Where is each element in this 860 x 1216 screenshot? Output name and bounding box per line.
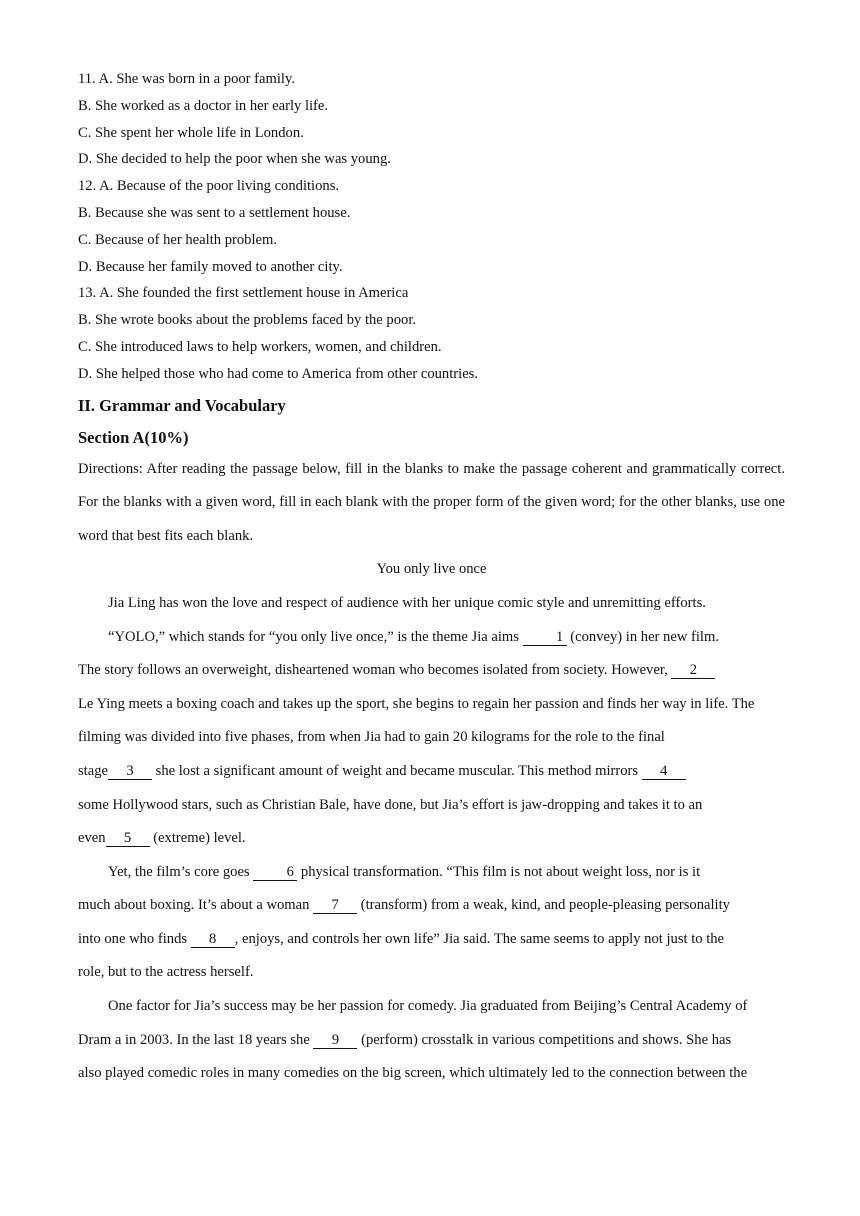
- option-13c: C. She introduced laws to help workers, women, and children.: [78, 338, 442, 355]
- option-12d: D. Because her family moved to another city.: [78, 258, 343, 275]
- option-13d: D. She helped those who had come to America from other countries.: [78, 365, 479, 382]
- section-heading: II. Grammar and Vocabulary: [78, 395, 286, 415]
- passage-paragraph-4: [78, 990, 785, 1091]
- passage-paragraph-1: Jia Ling has won the love and respect of audience with her unique comic style and unremitting efforts.: [108, 594, 706, 611]
- blank-1: 1: [523, 630, 567, 646]
- passage-line: [78, 1024, 785, 1058]
- document-page: [78, 66, 785, 1091]
- passage-text: Yet, the film’s core goes: [108, 863, 254, 880]
- passage-text: , enjoys, and controls her own life” Jia said. The same seems to apply not just to the: [234, 930, 725, 947]
- answer-options: [78, 66, 785, 388]
- option-11b: B. She worked as a doctor in her early life.: [78, 97, 329, 114]
- blank-7: 7: [313, 898, 357, 914]
- blank-2: 2: [671, 663, 715, 679]
- passage-text: (transform) from a weak, kind, and people-pleasing personality: [357, 897, 730, 914]
- passage-line: [78, 822, 785, 856]
- blank-3: 3: [108, 764, 152, 780]
- passage-line: also played comedic roles in many comedies on the big screen, which ultimately led to the connection between the: [78, 1065, 748, 1082]
- passage-paragraph-2: [78, 621, 785, 856]
- option-13a: 13. A. She founded the first settlement house in America: [78, 285, 409, 302]
- option-11c: C. She spent her whole life in London.: [78, 124, 304, 141]
- passage-line: [78, 856, 785, 890]
- option-12b: B. Because she was sent to a settlement house.: [78, 204, 351, 221]
- passage-line: [78, 621, 785, 655]
- passage-text: physical transformation. “This film is not about weight loss, nor is it: [297, 863, 701, 880]
- passage-text: Dram a in 2003. In the last 18 years she: [78, 1031, 314, 1048]
- passage-text: The story follows an overweight, disheartened woman who becomes isolated from society. However,: [78, 662, 672, 679]
- passage-text: (convey) in her new film.: [566, 628, 719, 645]
- passage-text: even: [78, 830, 106, 847]
- passage-line: role, but to the actress herself.: [78, 964, 254, 981]
- passage-line: One factor for Jia’s success may be her passion for comedy. Jia graduated from Beijing’s Central Academy of: [108, 998, 748, 1015]
- blank-5: 5: [106, 831, 150, 847]
- passage-line: [78, 889, 785, 923]
- passage-line: some Hollywood stars, such as Christian Bale, have done, but Jia’s effort is jaw-dropping and takes it to an: [78, 796, 703, 813]
- passage-text: (perform) crosstalk in various competitions and shows. She has: [357, 1031, 732, 1048]
- passage-text: (extreme) level.: [149, 830, 246, 847]
- passage-line: filming was divided into five phases, from when Jia had to gain 20 kilograms for the role to the final: [78, 729, 665, 746]
- blank-4: 4: [642, 764, 686, 780]
- passage-text: much about boxing. It’s about a woman: [78, 897, 314, 914]
- option-12c: C. Because of her health problem.: [78, 231, 277, 248]
- blank-6: 6: [253, 865, 297, 881]
- passage-line: [78, 654, 785, 688]
- blank-9: 9: [313, 1033, 357, 1049]
- blank-8: 8: [191, 932, 235, 948]
- passage-text: stage: [78, 762, 108, 779]
- option-12a: 12. A. Because of the poor living conditions.: [78, 178, 340, 195]
- passage-text: “YOLO,” which stands for “you only live once,” is the theme Jia aims: [108, 628, 523, 645]
- passage-paragraph-3: [78, 856, 785, 990]
- passage-text: into one who finds: [78, 930, 191, 947]
- directions-text: Directions: After reading the passage below, fill in the blanks to make the passage coherent and grammatically correct. For the blanks with a given word, fill in each blank with the proper form of the given word; for the other blanks, use one word that best fits each blank.: [78, 460, 785, 544]
- option-11a: 11. A. She was born in a poor family.: [78, 71, 295, 87]
- passage-text: she lost a significant amount of weight and became muscular. This method mirrors: [152, 762, 642, 779]
- passage-line: Le Ying meets a boxing coach and takes up the sport, she begins to regain her passion and finds her way in life. The: [78, 695, 755, 712]
- passage-line: [78, 755, 785, 789]
- subsection-heading: Section A(10%): [78, 427, 189, 447]
- option-13b: B. She wrote books about the problems faced by the poor.: [78, 312, 417, 329]
- passage-title: You only live once: [376, 561, 487, 578]
- passage-line: [78, 923, 785, 957]
- option-11d: D. She decided to help the poor when she was young.: [78, 151, 391, 168]
